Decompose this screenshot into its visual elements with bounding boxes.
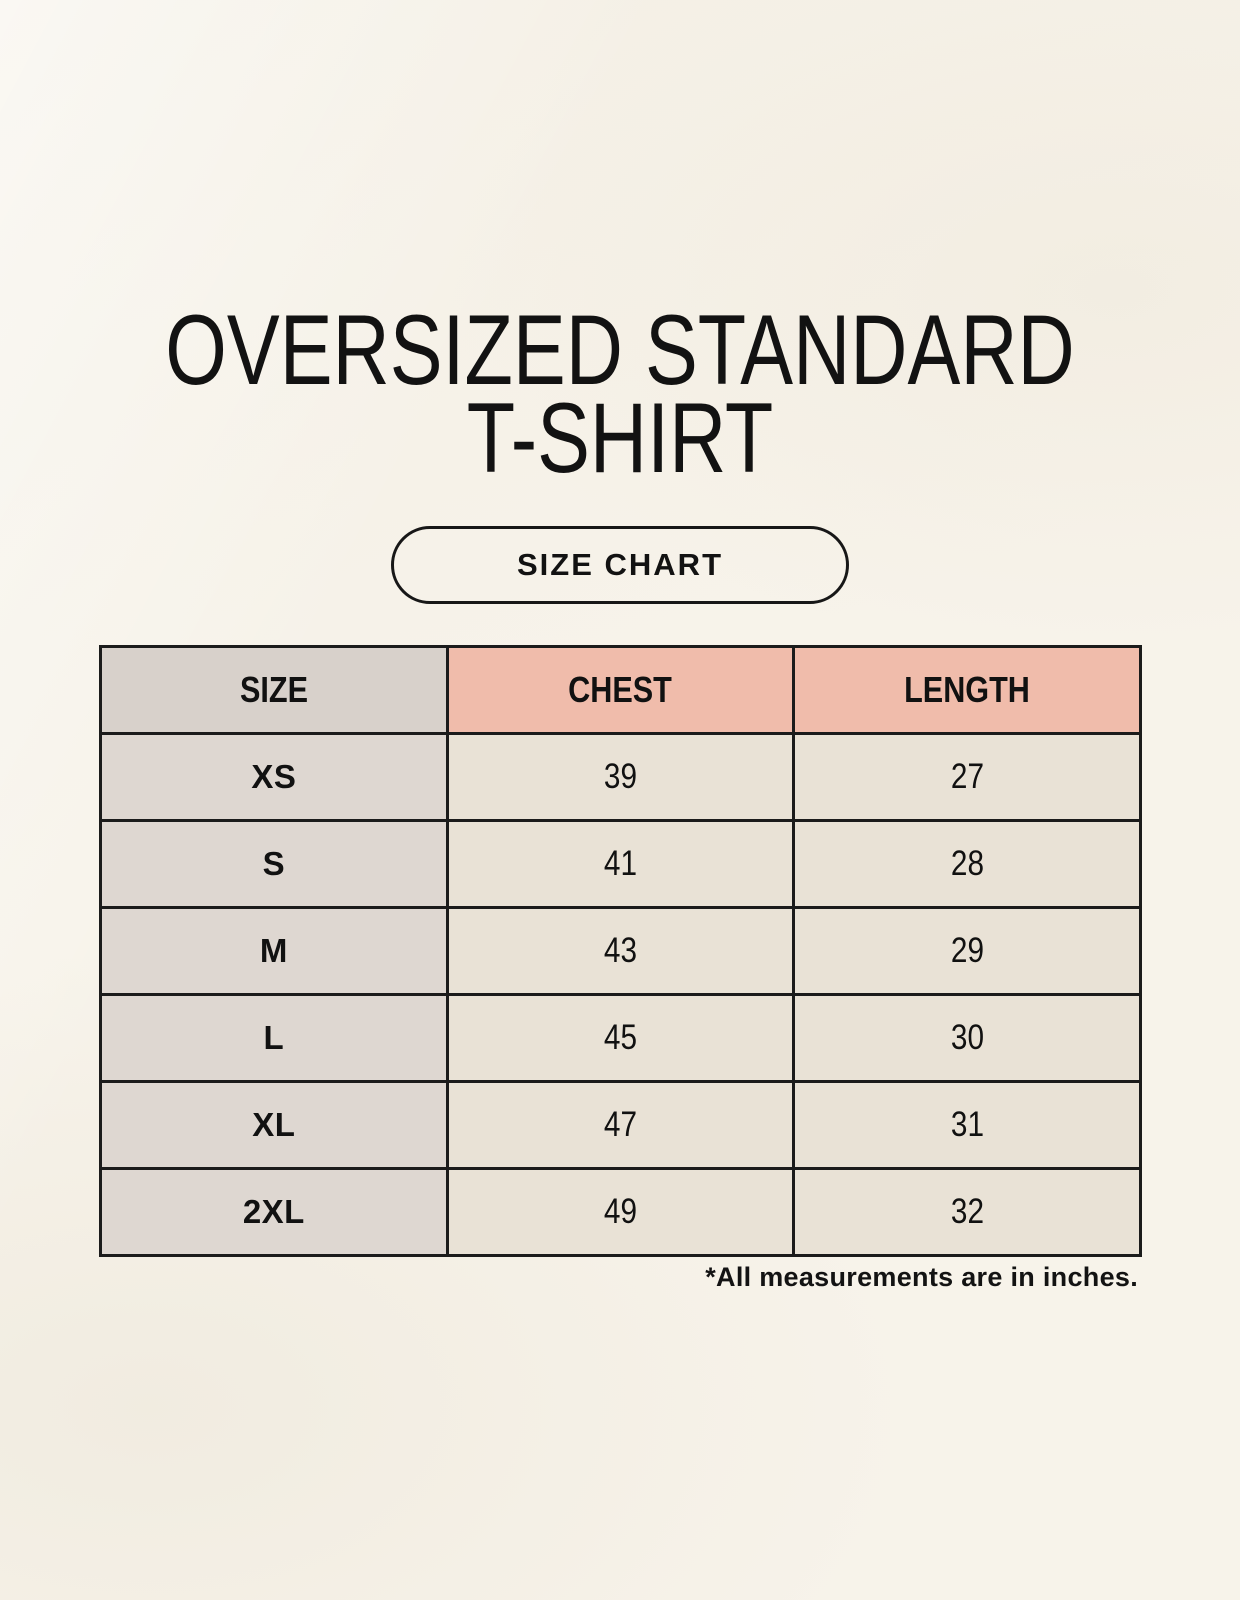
page-title bbox=[124, 294, 1116, 493]
chest-cell: 41 bbox=[447, 821, 794, 908]
length-cell: 28 bbox=[794, 821, 1141, 908]
size-cell: XS bbox=[101, 734, 448, 821]
chest-cell: 49 bbox=[447, 1169, 794, 1256]
table-row bbox=[101, 995, 1141, 1082]
title-line-1: OVERSIZED STANDARD bbox=[165, 294, 1075, 405]
table-header-row bbox=[101, 647, 1141, 734]
table-row bbox=[101, 1169, 1141, 1256]
table-row bbox=[101, 1082, 1141, 1169]
title-line-2: T-SHIRT bbox=[466, 382, 774, 493]
length-cell: 27 bbox=[794, 734, 1141, 821]
size-cell: XL bbox=[101, 1082, 448, 1169]
chest-cell: 47 bbox=[447, 1082, 794, 1169]
size-chart-badge-label: SIZE CHART bbox=[517, 547, 723, 582]
header-cell-chest: CHEST bbox=[447, 647, 794, 734]
length-cell: 32 bbox=[794, 1169, 1141, 1256]
size-cell: M bbox=[101, 908, 448, 995]
chest-cell: 45 bbox=[447, 995, 794, 1082]
header-cell-length: LENGTH bbox=[794, 647, 1141, 734]
chest-cell: 39 bbox=[447, 734, 794, 821]
table-row bbox=[101, 734, 1141, 821]
size-chart-badge[interactable] bbox=[391, 526, 849, 604]
length-cell: 31 bbox=[794, 1082, 1141, 1169]
table-row bbox=[101, 821, 1141, 908]
chest-cell: 43 bbox=[447, 908, 794, 995]
size-table bbox=[99, 645, 1142, 1257]
size-cell: 2XL bbox=[101, 1169, 448, 1256]
header-cell-size: SIZE bbox=[101, 647, 448, 734]
table-row bbox=[101, 908, 1141, 995]
size-cell: L bbox=[101, 995, 448, 1082]
length-cell: 30 bbox=[794, 995, 1141, 1082]
size-cell: S bbox=[101, 821, 448, 908]
length-cell: 29 bbox=[794, 908, 1141, 995]
measurements-footnote: *All measurements are in inches. bbox=[705, 1262, 1138, 1292]
